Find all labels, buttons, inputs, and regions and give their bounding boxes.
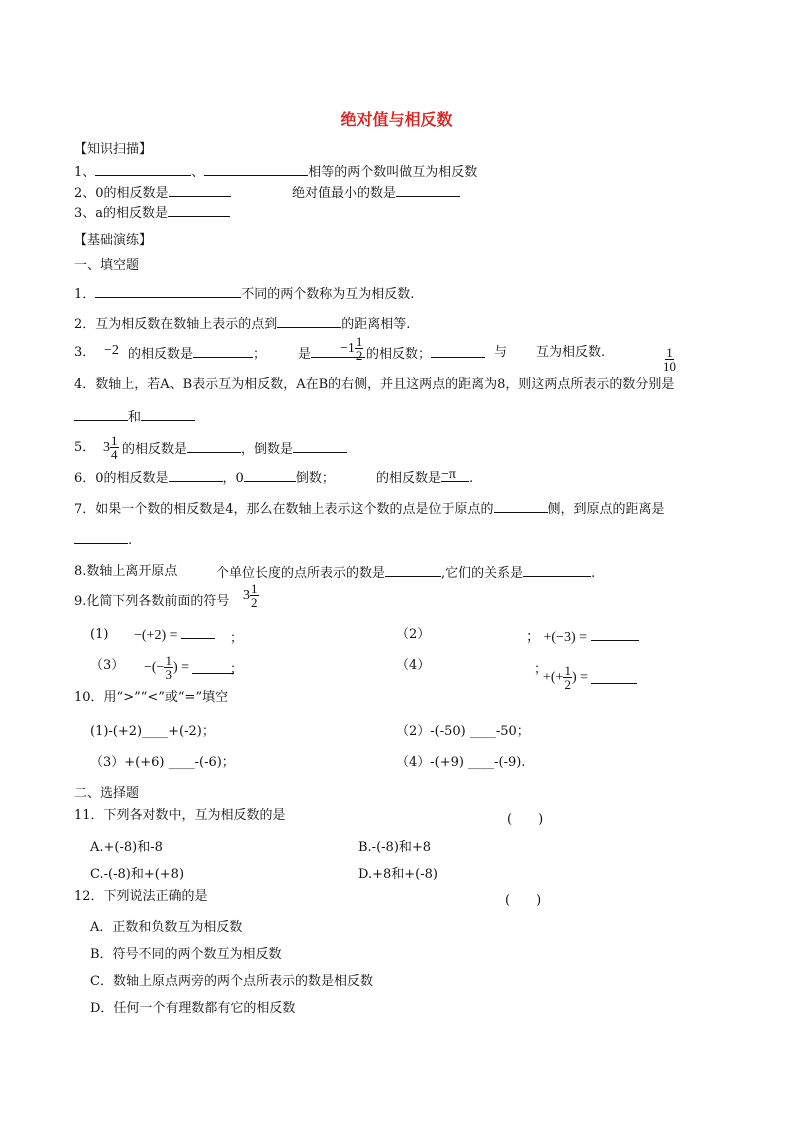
frac-numerator: 1 [355,334,363,349]
q10-item-1: (1)-(+2)____+(-2)； [90,724,215,739]
option-c: C．数轴上原点两旁的两个点所表示的数是相反数 [90,974,373,989]
fill-question-6b [376,469,473,487]
frac-denominator: 2 [355,348,363,363]
option-d: D.+8和+(-8) [358,867,438,882]
answer-blank[interactable] [385,564,441,577]
section-heading-practice: 【基础演练】 [74,233,153,248]
q-text: . [469,471,474,486]
frac-denominator: 10 [663,359,676,374]
q-text: 的距离相等. [341,317,411,332]
q-text: 6．0的相反数是 [74,471,169,486]
fill-question-4: 4．数轴上，若A、B表示互为相反数，A在B的右侧，并且这两点的距离为8，则这两点所表示的数分别是 [74,377,675,392]
q9-label-1: (1) [90,627,109,642]
q9-item-3 [144,654,234,681]
frac-numerator: 1 [111,433,118,448]
option-d: D．任何一个有理数都有它的相反数 [90,1001,296,1016]
q-text: 3． [74,345,96,360]
q-text: . [128,533,133,548]
answer-blank[interactable] [181,626,215,639]
q-text: 3、a的相反数是 [74,206,169,221]
fill-question-1 [74,285,414,303]
q-text: ； [230,631,244,646]
frac-whole: 3 [103,439,110,455]
answer-blank[interactable] [277,315,341,328]
frac-denominator: 4 [111,447,118,462]
frac-numerator: 1 [165,653,172,668]
q-text: 5． [74,440,96,455]
frac-whole: 3 [243,587,250,603]
answer-blank[interactable] [193,345,253,358]
math-expression: −π [441,467,456,482]
fill-question-3c [366,345,485,363]
q9-label-3: （3） [90,658,125,673]
q-text: 的相反数是 [128,347,194,362]
math-expression: ) = [172,659,190,675]
math-expression: ) = [571,669,589,685]
answer-blank[interactable] [74,531,128,544]
q9-item-1 [134,626,215,644]
answer-blank[interactable] [169,184,231,197]
fill-question-5a [122,440,347,458]
q10-item-2: （2）-(-50) ____-50； [396,724,530,739]
q-text: 侧，到原点的距离是 [547,502,665,517]
frac-denominator: 2 [564,677,571,692]
option-b: B．符号不同的两个数互为相反数 [90,947,282,962]
choice-question-11: 11．下列各对数中，互为相反数的是 [74,808,286,823]
q-text: 是 [298,347,312,362]
q-text: 的相反数； [366,347,432,362]
q-text: 倒数； [295,471,335,486]
frac-denominator: 2 [251,595,258,610]
q-text: 9.化简下列各数前面的符号 [74,594,230,609]
answer-blank[interactable] [396,184,460,197]
q-text: 1． [74,287,96,302]
fraction [110,434,119,461]
q-text: ，倒数是 [241,442,294,457]
q-text: 和 [128,410,142,425]
q10-item-4: （4）-(+9) ____-(-9). [396,755,526,770]
answer-blank[interactable] [523,564,591,577]
q-text: ； [534,662,548,677]
answer-blank[interactable] [187,440,241,453]
q-text: 个单位长度的点所表示的数是 [216,566,386,581]
q9-label-4: （4） [396,658,431,673]
section-heading-scan: 【知识扫描】 [74,142,153,157]
choice-question-12: 12．下列说法正确的是 [74,889,208,904]
q9-item-4 [543,664,637,691]
frac-whole: −1 [340,340,355,356]
answer-blank[interactable] [591,671,637,684]
fraction [250,582,259,609]
q9-item-2 [526,626,639,646]
fill-question-7 [74,500,665,518]
q-text: 1、 [74,165,96,180]
answer-blank[interactable] [95,163,191,176]
q-text: 2、0的相反数是 [74,186,169,201]
q-text: ,它们的关系是 [441,566,524,581]
math-expression: −2 [104,343,119,358]
q10-item-3: （3）+(+6) ____-(-6)； [90,755,235,770]
fraction [355,335,364,362]
frac-numerator: 1 [564,663,571,678]
scan-question-2 [74,184,231,202]
fill-question-3 [74,345,95,361]
math-expression: −(+2) = [134,628,178,643]
q-text: 互为相反数. [536,345,606,360]
fill-question-5 [74,440,95,456]
q-text: 与 [494,345,508,360]
answer-blank[interactable] [95,285,241,298]
frac-denominator: 3 [165,667,172,682]
answer-paren[interactable]: ( ) [507,812,544,827]
fraction [164,654,173,681]
part-heading-fill: 一、填空题 [74,258,140,273]
fill-question-2 [74,315,410,333]
answer-blank[interactable] [244,469,296,482]
scan-question-1 [74,163,477,181]
math-expression: −(− [144,659,165,675]
q9-label-2: （2） [396,627,431,642]
frac-numerator: 1 [666,345,673,360]
fill-question-10: 10．用“>”“<”或“=”填空 [74,690,229,705]
frac-numerator: 1 [251,581,258,596]
answer-blank[interactable] [431,345,485,358]
math-expression: +(+ [543,669,564,685]
option-c: C.-(-8)和+(+8) [90,867,185,882]
fill-question-7b [74,531,132,549]
answer-blank[interactable] [591,628,639,641]
fraction [663,346,676,373]
q-text: 相等的两个数叫做互为相反数 [308,165,478,180]
mixed-fraction [340,335,363,362]
answer-blank[interactable] [293,440,347,453]
q-text: 2．互为相反数在数轴上表示的点到 [74,317,278,332]
q-text: ，0 [222,471,244,486]
fill-question-6 [74,469,335,487]
answer-blank[interactable] [169,469,223,482]
answer-blank[interactable] [74,408,128,421]
mixed-fraction [243,582,259,609]
q-text: ； [526,630,540,645]
option-a: A．正数和负数互为相反数 [90,920,243,935]
fill-question-8 [74,564,177,580]
fraction-one-tenth [663,346,676,373]
fill-question-8b [216,564,595,582]
page-title: 绝对值与相反数 [340,110,453,129]
q-text: 7．如果一个数的相反数是4，那么在数轴上表示这个数的点是位于原点的 [74,502,494,517]
q-text: ； [230,662,244,677]
math-expression: +(−3) = [543,630,588,645]
answer-blank[interactable] [141,408,195,421]
answer-blank[interactable] [204,163,308,176]
scan-question-3 [74,204,230,222]
answer-blank[interactable] [192,661,234,674]
option-b: B.-(-8)和+8 [358,840,432,855]
mixed-fraction [103,434,119,461]
fill-question-4b [74,408,195,426]
q-text: 8.数轴上离开原点 [74,564,178,579]
answer-paren[interactable]: ( ) [505,893,542,908]
q-text: 的相反数是 [376,471,442,486]
q-text: 的相反数是 [122,442,188,457]
fraction [563,664,572,691]
scan-question-2b [292,184,460,202]
answer-blank[interactable] [441,469,469,482]
answer-blank[interactable] [494,500,548,513]
fill-question-9 [74,594,229,610]
q-text: 绝对值最小的数是 [292,186,397,201]
option-a: A.+(-8)和-8 [90,840,163,855]
q-text: ； [253,347,267,362]
q-text: . [591,566,596,581]
part-heading-choice: 二、选择题 [74,786,140,801]
q-text: 不同的两个数称为互为相反数. [241,287,415,302]
answer-blank[interactable] [168,204,230,217]
q-text: 、 [191,165,205,180]
fill-question-3a [128,345,266,363]
